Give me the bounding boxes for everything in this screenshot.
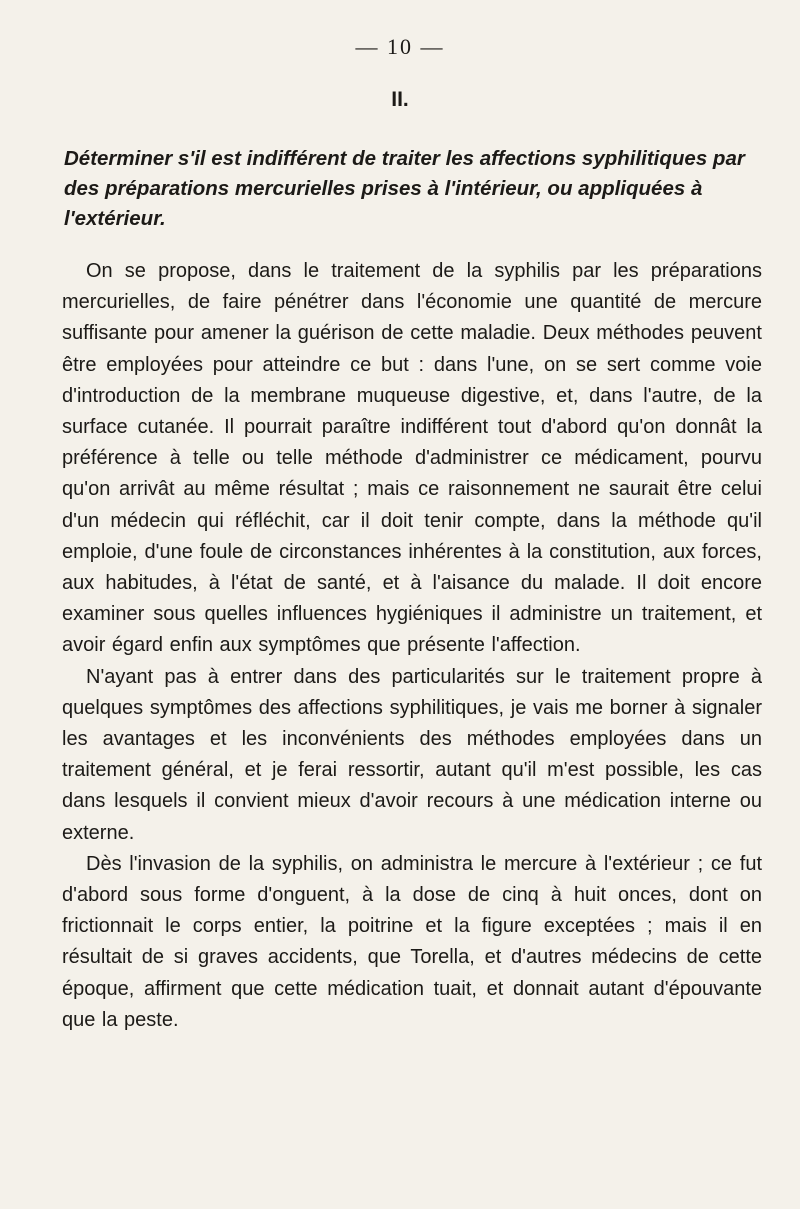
paragraph-3: Dès l'invasion de la syphilis, on administra le mercure à l'extérieur ; ce fut d'abord sous forme d'onguent, à la dose de cinq à huit onces, dont on frictionnait le corps entier, la poitrine et la figure exceptées ; mais il en résultait de si graves accidents, que Torella, et d'autres médecins de cette époque, affirment que cette médication tuait, et donnait autant d'épouvante que la peste.	[62, 852, 762, 1031]
paragraph-1: On se propose, dans le traitement de la syphilis par les préparations mercurielles, de faire pénétrer dans l'économie une quantité de mercure suffisante pour amener la guérison de cette maladie. Deux méthodes peuvent être employées pour atteindre ce but : dans l'une, on se sert comme voie d'introduction de la membrane muqueuse digestive, et, dans l'autre, de la surface cutanée. Il pourrait paraître indifférent tout d'abord qu'on donnât la préférence à telle ou telle méthode d'administrer ce médicament, pourvu qu'on arrivât au même résultat ; mais ce raisonnement ne saurait être celui d'un médecin qui réfléchit, car il doit tenir compte, dans la méthode qu'il emploie, d'une foule de circonstances inhérentes à la constitution, aux forces, aux habitudes, à l'état de santé, et à l'aisance du malade. Il doit encore examiner sous quelles influences hygiéniques il administre un traitement, et avoir égard enfin aux symptômes que présente l'affection.	[62, 260, 762, 657]
section-number: II.	[391, 88, 409, 111]
page-number: — 10 —	[355, 34, 445, 59]
body-text	[62, 256, 762, 1036]
paragraph-2: N'ayant pas à entrer dans des particularités sur le traitement propre à quelques symptômes des affections syphilitiques, je vais me borner à signaler les avantages et les inconvénients des méthodes employées dans un traitement général, et je ferai ressortir, autant qu'il m'est possible, les cas dans lesquels il convient mieux d'avoir recours à une médication interne ou externe.	[62, 665, 762, 844]
section-question: Déterminer s'il est indifférent de traiter les affections syphilitiques par des préparations mercurielles prises à l'intérieur, ou appliquées à l'extérieur.	[64, 147, 745, 230]
